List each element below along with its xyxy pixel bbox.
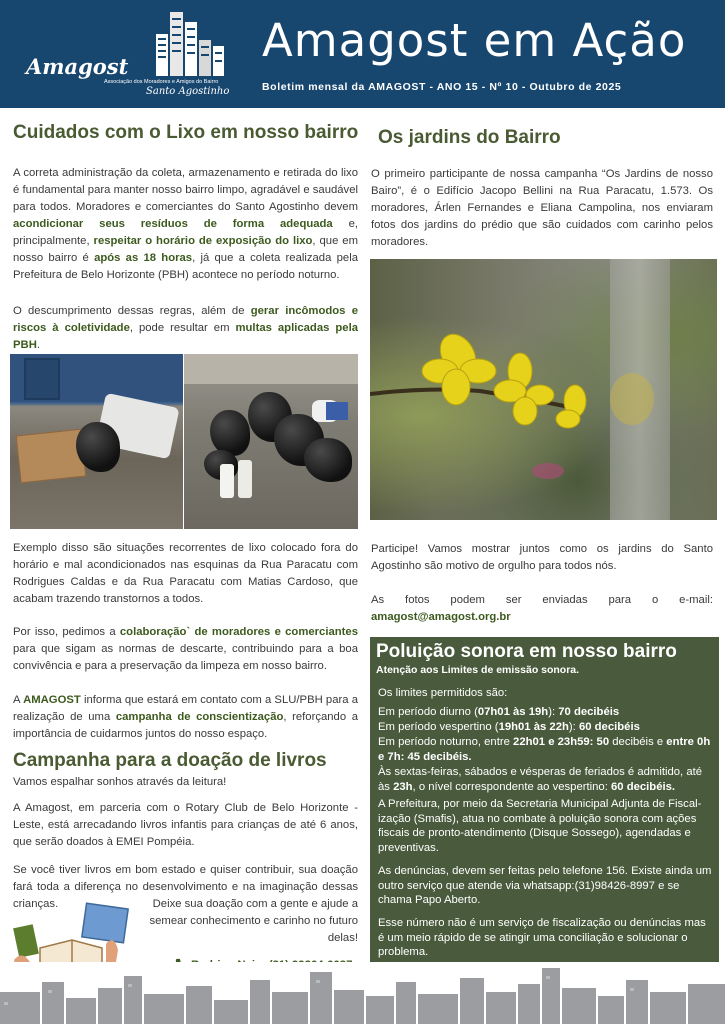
poluicao-intro: Os limites permitidos são: [378, 687, 508, 699]
lixo-paragraph-3: Exemplo disso são situações recorrentes de lixo colocado fora do horário e mal acondicionados nas esquinas da Rua Paracatu com Rodrigues Caldas e da Rua Paracatu com Matias Cardoso, que acabam trazendo transtornos a todos. [13, 542, 358, 605]
logo-name: Amagost [26, 54, 129, 79]
logo-buildings-icon [150, 8, 230, 76]
lixo-photo-left [10, 354, 183, 529]
text-run: acondicionar seus resíduos de forma adequada [13, 218, 333, 230]
text-run: 70 decibéis [558, 706, 620, 718]
text-run: ): [548, 706, 559, 718]
jardins-paragraph-1: O primeiro participante de nossa campanha “Os Jardins de nosso Bairo”, é o Edifício Jacopo Bellini na Rua Paracatu, 1.573. Os moradores, Árlen Fernandes e Eliana Campolina, nos enviaram fotos dos jardins do prédio que são cuidados com carinho pelos moradores. [371, 168, 713, 248]
text-run: . [36, 339, 40, 351]
text-run: Às sextas-feiras, sábados e vésperas de feriados é admitido, até às [378, 766, 703, 793]
limit-fim-de-semana [378, 765, 714, 794]
livros-heading: Campanha para a doação de livros [13, 750, 327, 771]
text-run: 19h01 às 22h [498, 721, 569, 733]
text-run: Por isso, pedimos a [13, 626, 120, 638]
text-run: informa que estará em contato com a SLU/PBH para a realização de uma [13, 694, 358, 723]
lixo-photo-right [184, 354, 358, 529]
logo-association-text: Associação dos Moradores e Amigos do Bairro [104, 79, 219, 85]
lixo-paragraph-2 [13, 303, 358, 354]
text-run: A [13, 694, 24, 706]
text-run: entre 0h e 7h: 45 decibéis. [378, 736, 711, 763]
limit-diurno [378, 705, 714, 720]
poluicao-paragraph-4: Esse número não é um serviço de fiscalização ou denúncias mas é um meio rápido de se atingir uma conciliação e solucionar o problema. [378, 917, 706, 958]
text-run: 60 decibéis. [611, 780, 676, 793]
livros-tagline: Vamos espalhar sonhos através da leitura! [13, 776, 227, 788]
text-run: , pode resultar em [129, 322, 236, 334]
text-run: 07h01 às 19h [477, 706, 549, 718]
lixo-paragraph-5 [13, 692, 358, 743]
orchid-flowers-icon [370, 259, 717, 520]
text-run: Em período vespertino ( [378, 721, 499, 733]
text-run: 60 decibéis [578, 721, 640, 733]
jardins-paragraph-3: As fotos podem ser enviadas para o e-mail: [371, 594, 713, 606]
poluicao-heading: Poluição sonora em nosso bairro [376, 641, 677, 662]
text-run: para que sigam as normas de descarte, contribuindo para a boa convivência e para a preservação da limpeza em nosso bairro. [13, 643, 358, 672]
text-run: , reforçando a importância de cuidarmos juntos do nosso espaço. [13, 711, 359, 740]
limit-vespertino [378, 720, 714, 735]
poluicao-paragraph-2: A Prefeitura, por meio da Secretaria Municipal Adjunta de Fiscal-ização (Smafis), atua no combate à poluição sonora com ações fiscais de pronto-atendimento (Disque Sossego), agendadas e preventivas. [378, 798, 702, 854]
page-title: Amagost em Ação [262, 14, 687, 67]
livros-paragraph-1: A Amagost, em parceria com o Rotary Club de Belo Horizonte - Leste, está arrecadando livros infantis para crianças de até 6 anos, que serão doados à EMEI Pompéia. [13, 802, 358, 848]
lixo-heading: Cuidados com o Lixo em nosso bairro [13, 122, 359, 143]
text-run: , que em nosso bairro é [13, 235, 358, 264]
livros-paragraph-2: Se você tiver livros em bom estado e quiser contribuir, sua doação fará toda a diferença no desenvolvimento e na imaginação dessas crianças. [13, 864, 358, 910]
text-run: Em período noturno, entre [378, 736, 514, 748]
text-run: ): [568, 721, 579, 733]
text-run: após as 18 horas [94, 252, 193, 264]
text-run: colaboração` de moradores e comerciantes [119, 626, 358, 638]
logo-neighborhood-text: Santo Agostinho [146, 86, 230, 97]
text-run: decibéis e [609, 736, 667, 748]
text-run: e, principalmente, [13, 218, 359, 247]
city-skyline-icon [0, 962, 725, 1024]
text-run: respeitar o horário de exposição do lixo [93, 235, 313, 247]
text-run: A correta administração da coleta, armazenamento e retirada do lixo é fundamental para manter nosso bairro limpo, agradável e saudável para todos. Moradores e comerciantes do Santo Agostinho devem [13, 167, 358, 213]
poluicao-subtitle: Atenção aos Limites de emissão sonora. [376, 664, 580, 676]
text-run: O descumprimento dessas regras, além de [13, 305, 251, 317]
poluicao-paragraph-3: As denúncias, devem ser feitas pelo telefone 156. Existe ainda um outro serviço que atende via whatsapp:(31)98426-8997 e se chama Papo Aberto. [378, 865, 712, 906]
text-run: 22h01 e 23h59: 50 [513, 736, 610, 748]
issue-subtitle: Boletim mensal da AMAGOST - ANO 15 - Nº 10 - Outubro de 2025 [262, 81, 622, 93]
text-run: AMAGOST [23, 694, 81, 706]
text-run: , já que a coleta realizada pela Prefeitura de Belo Horizonte (PBH) acontece no período noturno. [13, 252, 358, 281]
text-run: multas aplicadas pela PBH [13, 322, 358, 351]
text-run: campanha de conscientização [115, 711, 284, 723]
email-link[interactable]: amagost@amagost.org.br [371, 611, 511, 623]
jardins-heading: Os jardins do Bairro [378, 127, 561, 148]
limit-noturno [378, 735, 714, 764]
orchid-photo [370, 259, 717, 520]
lixo-paragraph-4 [13, 624, 358, 675]
jardins-paragraph-2: Participe! Vamos mostrar juntos como os jardins do Santo Agostinho são motivo de orgulho para todos nós. [371, 543, 713, 572]
text-run: 23h [393, 780, 413, 793]
lixo-paragraph-1 [13, 165, 358, 284]
text-run: , o nível correspondente ao vespertino: [412, 780, 611, 793]
text-run: Em período diurno ( [378, 706, 478, 718]
livros-paragraph-3: Deixe sua doação com a gente e ajude a semear conhecimento e carinho no futuro delas! [149, 898, 358, 944]
text-run: gerar incômodos e riscos à coletividade [13, 305, 358, 334]
